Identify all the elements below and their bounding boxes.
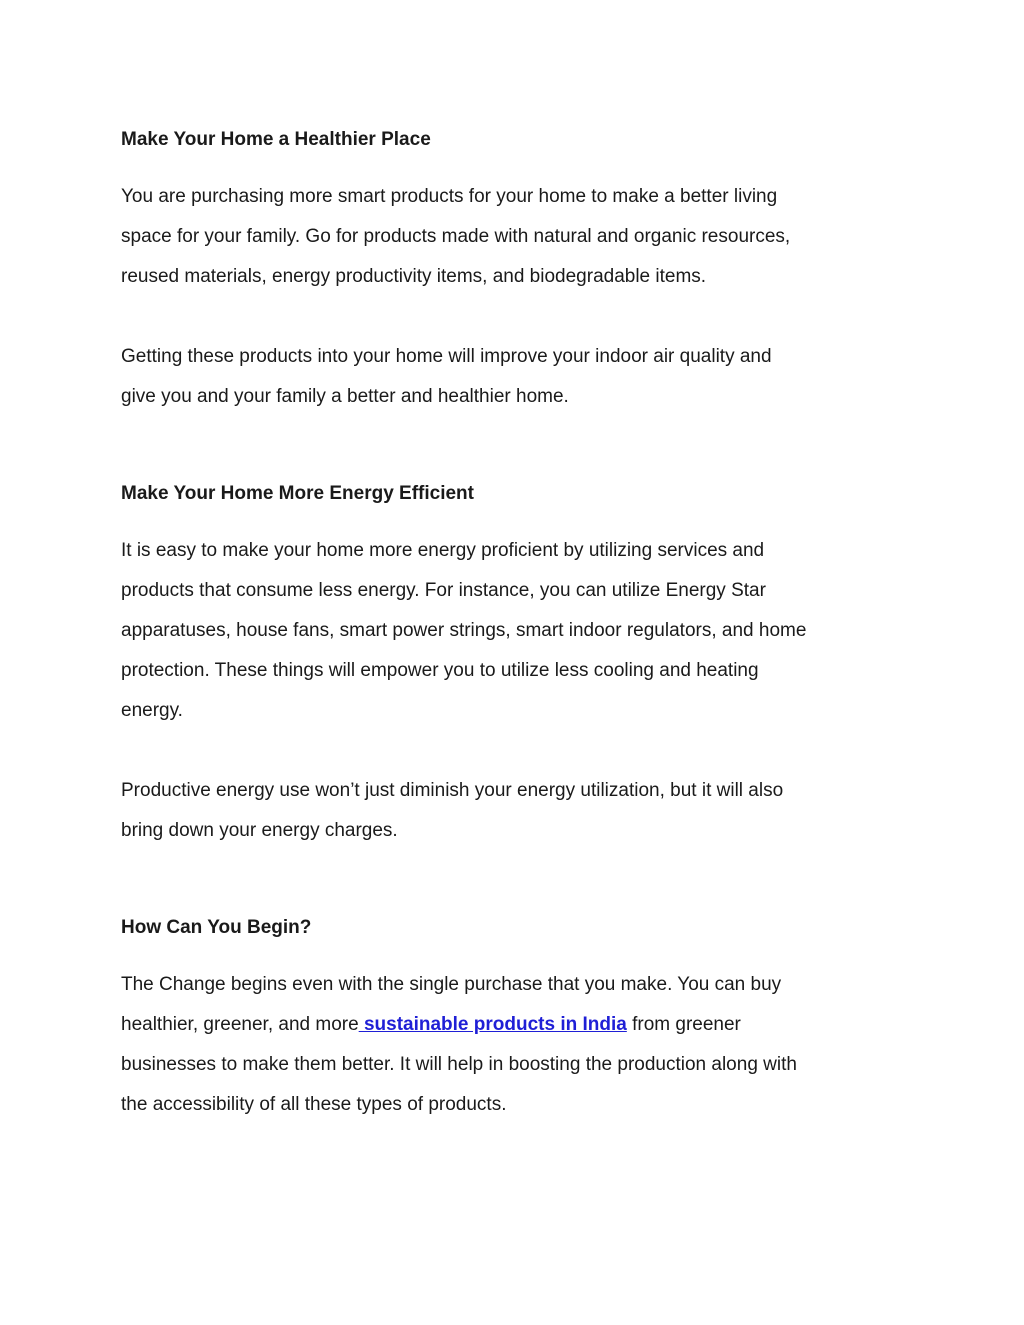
paragraph-air-quality	[121, 337, 911, 417]
paragraph-smart-products	[121, 177, 911, 297]
text-line: Getting these products into your home will improve your indoor air quality and	[121, 346, 772, 367]
document-content	[121, 120, 911, 1125]
text-line: It is easy to make your home more energy proficient by utilizing services and	[121, 540, 765, 561]
section-heading-how-begin: How Can You Begin?	[121, 917, 312, 938]
text-line: give you and your family a better and healthier home.	[121, 386, 569, 407]
text-line-with-link	[121, 1005, 911, 1045]
text-line: energy.	[121, 700, 183, 721]
sustainable-products-link[interactable]: sustainable products in India	[358, 1014, 627, 1035]
paragraph-energy-proficient	[121, 531, 911, 731]
section-heading-energy-efficient: Make Your Home More Energy Efficient	[121, 483, 474, 504]
text-line: bring down your energy charges.	[121, 820, 398, 841]
text-line: the accessibility of all these types of products.	[121, 1094, 507, 1115]
text-line: apparatuses, house fans, smart power strings, smart indoor regulators, and home	[121, 620, 807, 641]
text-line: space for your family. Go for products made with natural and organic resources,	[121, 226, 791, 247]
text-line: products that consume less energy. For instance, you can utilize Energy Star	[121, 580, 766, 601]
paragraph-change-begins	[121, 965, 911, 1125]
paragraph-productive-energy	[121, 771, 911, 851]
text-line: The Change begins even with the single purchase that you make. You can buy	[121, 974, 782, 995]
text-line: You are purchasing more smart products for your home to make a better living	[121, 186, 778, 207]
text-line: Productive energy use won’t just diminish your energy utilization, but it will also	[121, 780, 784, 801]
section-heading-healthier-place: Make Your Home a Healthier Place	[121, 129, 431, 150]
text-segment: healthier, greener, and more	[121, 1014, 359, 1035]
text-line: reused materials, energy productivity items, and biodegradable items.	[121, 266, 707, 287]
text-segment: from greener	[626, 1014, 741, 1035]
text-line: protection. These things will empower you to utilize less cooling and heating	[121, 660, 759, 681]
text-line: businesses to make them better. It will help in boosting the production along with	[121, 1054, 797, 1075]
